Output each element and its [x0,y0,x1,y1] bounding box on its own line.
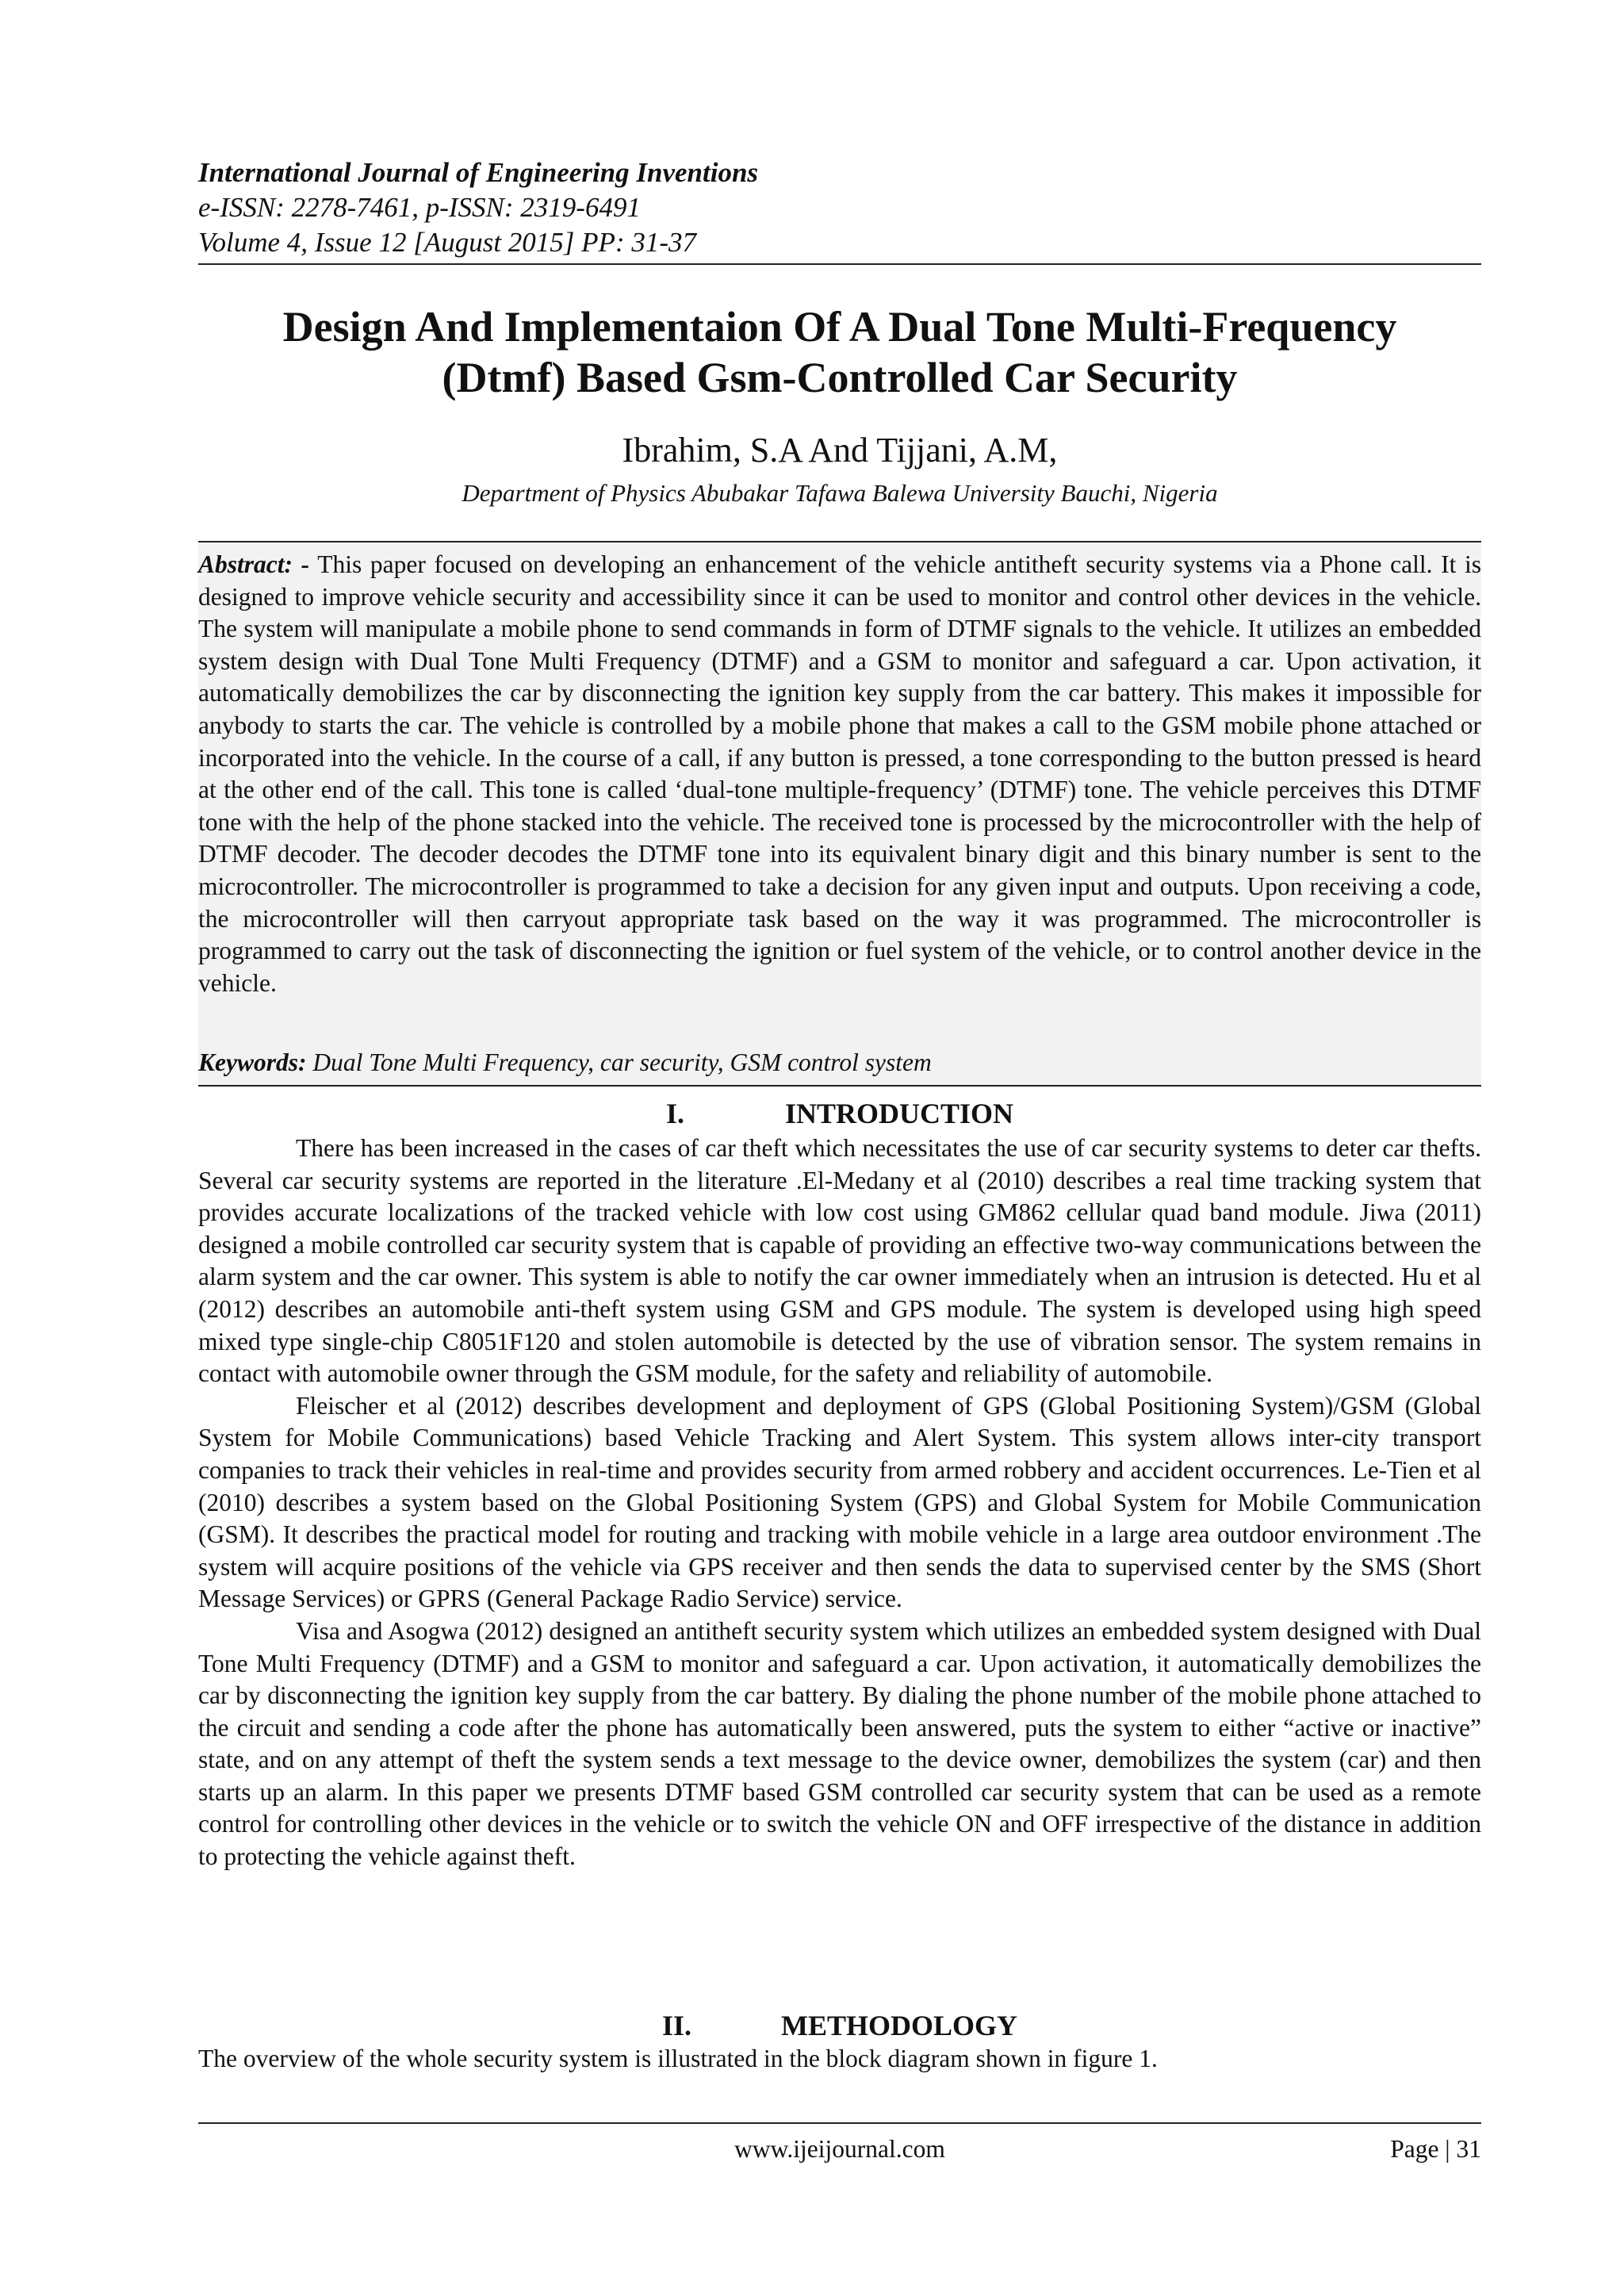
journal-name: International Journal of Engineering Inventions [198,157,759,188]
authors: Ibrahim, S.A And Tijjani, A.M, [622,431,1058,470]
section-heading-introduction [198,1096,1481,1131]
section-number: I. [665,1098,684,1129]
affiliation: Department of Physics Abubakar Tafawa Balewa University Bauchi, Nigeria [462,479,1218,507]
paper-title [198,301,1481,403]
keywords-text: Dual Tone Multi Frequency, car security, GSM control system [312,1048,932,1076]
journal-header [198,155,1481,260]
journal-volume: Volume 4, Issue 12 [August 2015] PP: 31-37 [198,227,697,258]
abstract-box [198,541,1481,1087]
introduction-body [198,1133,1481,1873]
paragraph: There has been increased in the cases of car theft which necessitates the use of car security systems to deter car thefts. Several car security systems are reported in the literature .El-Medany et al (2010) describes a real time tracking system that provides accurate localizations of the tracked vehicle with low cost using GM862 cellular quad band module. Jiwa (2011) designed a mobile controlled car security system that is capable of providing an effective two-way communications between the alarm system and the car owner. This system is able to notify the car owner immediately when an intrusion is detected. Hu et al (2012) describes an automobile anti-theft system using GSM and GPS module. The system is developed using high speed mixed type single-chip C8051F120 and stolen automobile is detected by the use of vibration sensor. The system remains in contact with automobile owner through the GSM module, for the safety and reliability of automobile. [198,1134,1481,1388]
keywords [198,1047,1481,1079]
section-number: II. [661,2010,692,2041]
paragraph: Fleischer et al (2012) describes development and deployment of GPS (Global Positioning System)/GSM (Global System for Mobile Communications) based Vehicle Tracking and Alert System. This system allows inter-city transport companies to track their vehicles in real-time and provides security from armed robbery and accident occurrences. Le-Tien et al (2010) describes a system based on the Global Positioning System (GPS) and Global System for Mobile Communication (GSM). It describes the practical model for routing and tracking with mobile vehicle in a large area outdoor environment .The system will acquire positions of the vehicle via GPS receiver and then sends the data to supervised center by the SMS (Short Message Services) or GPRS (General Package Radio Service) service. [198,1391,1481,1613]
title-line-1: Design And Implementaion Of A Dual Tone Multi-Frequency [282,303,1397,351]
section-title: INTRODUCTION [784,1098,1014,1129]
section-heading-methodology [198,2008,1481,2043]
journal-website: www.ijeijournal.com [734,2135,945,2163]
journal-issn: e-ISSN: 2278-7461, p-ISSN: 2319-6491 [198,192,641,223]
section-title: METHODOLOGY [780,2010,1018,2041]
abstract-label: Abstract: - [198,550,310,578]
footer-divider [198,2122,1481,2124]
methodology-body [198,2043,1481,2076]
page-number: Page | 31 [1390,2135,1481,2163]
header-divider [198,263,1481,265]
keywords-label: Keywords: [198,1048,307,1076]
paragraph: The overview of the whole security system is illustrated in the block diagram shown in figure 1. [198,2045,1158,2072]
abstract [198,549,1481,999]
page-footer [198,2132,1481,2167]
paragraph: Visa and Asogwa (2012) designed an antitheft security system which utilizes an embedded system designed with Dual Tone Multi Frequency (DTMF) and a GSM to monitor and safeguard a car. Upon activation, it automatically demobilizes the car by disconnecting the ignition key supply from the car battery. By dialing the phone number of the mobile phone attached to the circuit and sending a code after the phone has automatically been answered, puts the system to either “active or inactive” state, and on any attempt of theft the system sends a text message to the device owner, demobilizes the system (car) and then starts up an alarm. In this paper we presents DTMF based GSM controlled car security system that can be used as a remote control for controlling other devices in the vehicle or to switch the vehicle ON and OFF irrespective of the distance in addition to protecting the vehicle against theft. [198,1616,1481,1871]
abstract-text: This paper focused on developing an enhancement of the vehicle antitheft security systems via a Phone call. It is designed to improve vehicle security and accessibility since it can be used to monitor and control other devices in the vehicle. The system will manipulate a mobile phone to send commands in form of DTMF signals to the vehicle. It utilizes an embedded system design with Dual Tone Multi Frequency (DTMF) and a GSM to monitor and safeguard a car. Upon activation, it automatically demobilizes the car by disconnecting the ignition key supply from the car battery. This makes it impossible for anybody to starts the car. The vehicle is controlled by a mobile phone that makes a call to the GSM mobile phone attached or incorporated into the vehicle. In the course of a call, if any button is pressed, a tone corresponding to the button pressed is heard at the other end of the call. This tone is called ‘dual-tone multiple-frequency’ (DTMF) tone. The vehicle perceives this DTMF tone with the help of the phone stacked into the vehicle. The received tone is processed by the microcontroller with the help of DTMF decoder. The decoder decodes the DTMF tone into its equivalent binary digit and this binary number is sent to the microcontroller. The microcontroller is programmed to take a decision for any given input and outputs. Upon receiving a code, the microcontroller will then carryout appropriate task based on the way it was programmed. The microcontroller is programmed to carry out the task of disconnecting the ignition or fuel system of the vehicle, or to control another device in the vehicle. [198,550,1481,997]
title-line-2: (Dtmf) Based Gsm-Controlled Car Security [442,354,1238,401]
